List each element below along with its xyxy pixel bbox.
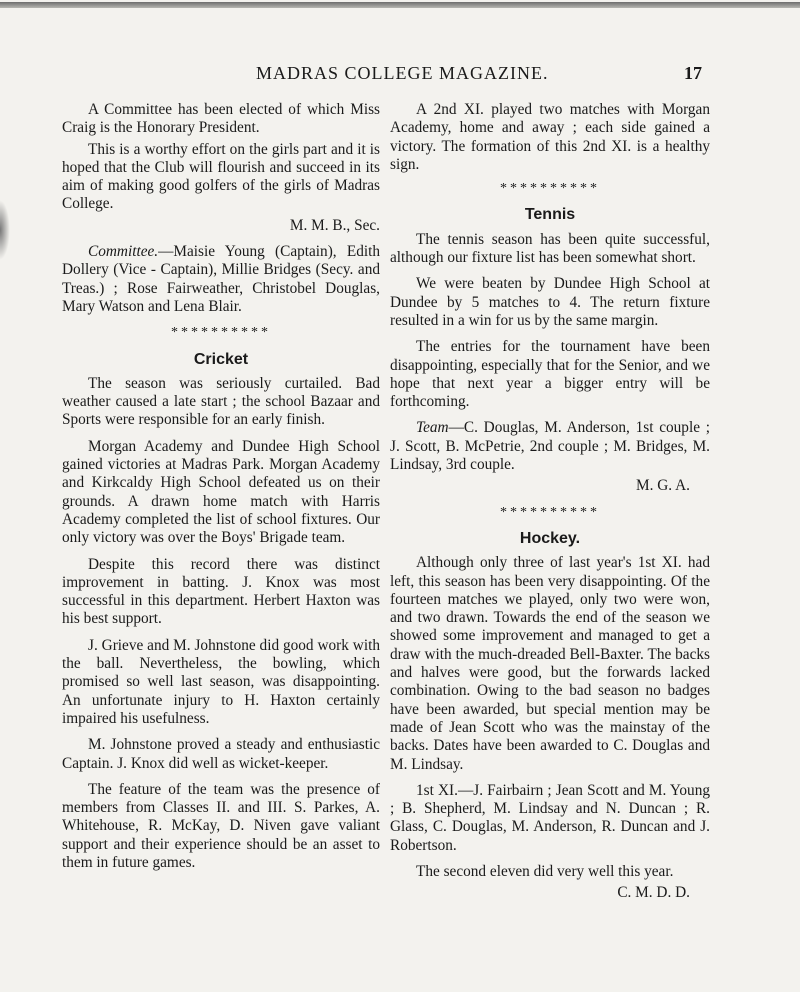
second-xi-paragraph: A 2nd XI. played two matches with Morgan Academy, home and away ; each side gained a victory. The formation of this 2nd XI. is a healthy sign. — [390, 101, 710, 173]
tennis-team-paragraph — [390, 419, 710, 474]
binding-shadow — [0, 200, 10, 260]
cricket-paragraph-3: Despite this record there was distinct improvement in batting. J. Knox was most successful in this department. Herbert Haxton was his best support. — [62, 555, 380, 628]
scan-top-edge — [0, 2, 800, 8]
team-lead: Team — [416, 419, 449, 437]
tennis-paragraph-2: We were beaten by Dundee High School at Dundee by 5 matches to 4. The return fixture resulted in a win for us by the same margin. — [390, 275, 710, 329]
hockey-paragraph-1: Although only three of last year's 1st XI. had left, this season has been very disappointing. Of the fourteen matches we played, only two were won, and two drawn. Towards the end of the season we showed some improvement and managed to get a draw with the much-dreaded Bell-Baxter. The backs and halves were good, but the forwards lacked combination. Owing to the bad season no badges have been awarded, but special mention may be made of Jean Scott who was the mainstay of the backs. Dates have been awarded to C. Douglas and M. Lindsay. — [390, 554, 710, 773]
running-head: MADRAS COLLEGE MAGAZINE. — [256, 63, 549, 83]
cricket-paragraph-4: J. Grieve and M. Johnstone did good work with the ball. Nevertheless, the bowling, which promised so well last season, was disappointing. An unfortunate injury to H. Haxton certainly impaired his usefulness. — [62, 636, 380, 727]
hockey-paragraph-3: The second eleven did very well this year. — [416, 862, 674, 880]
left-column — [62, 101, 380, 880]
cricket-paragraph-1: The season was seriously curtailed. Bad weather caused a late start ; the school Bazaar and Sports were responsible for an early finish. — [62, 374, 380, 429]
team-text: —C. Douglas, M. Anderson, 1st couple ; J. Scott, B. McPetrie, 2nd couple ; M. Bridges, M. Lindsay, 3rd couple. — [390, 419, 710, 474]
tennis-title: Tennis — [524, 206, 576, 224]
committee-lead: Committee. — [88, 243, 159, 261]
golf-signature: M. M. B., Sec. — [289, 216, 380, 234]
golf-paragraph-2: This is a worthy effort on the girls part and it is hoped that the Club will flourish and succeed in its aim of making good golfers of the girls of Madras College. — [62, 140, 380, 213]
page-number: 17 — [684, 63, 702, 83]
cricket-paragraph-5: M. Johnstone proved a steady and enthusiastic Captain. J. Knox did well as wicket-keeper. — [62, 736, 380, 772]
hockey-team-paragraph: 1st XI.—J. Fairbairn ; Jean Scott and M. Young ; B. Shepherd, M. Lindsay and N. Duncan ; R. Glass, C. Douglas, M. Anderson, R. Duncan and J. Robertson. — [390, 781, 710, 854]
tennis-signature: M. G. A. — [636, 477, 690, 495]
section-divider: ********** — [171, 325, 271, 341]
committee-text: —Maisie Young (Captain), Edith Dollery (Vice - Captain), Millie Bridges (Secy. and Treas.) ; Rose Fairweather, Christobel Douglas, Mary Watson and Lena Blair. — [62, 243, 380, 315]
cricket-title: Cricket — [193, 350, 249, 368]
section-divider: ********** — [500, 181, 600, 197]
hockey-signature: C. M. D. D. — [617, 884, 690, 902]
section-divider: ********** — [500, 504, 600, 520]
page-header — [0, 61, 800, 91]
cricket-paragraph-2: Morgan Academy and Dundee High School gained victories at Madras Park. Morgan Academy and Kirkcaldy High School defeated us on their grounds. A drawn home match with Harris Academy completed the list of school fixtures. Our only victory was over the Boys' Brigade team. — [62, 437, 380, 547]
tennis-paragraph-1: The tennis season has been quite successful, although our fixture list has been somewhat short. — [390, 230, 710, 267]
golf-paragraph-1: A Committee has been elected of which Miss Craig is the Honorary President. — [62, 101, 380, 137]
hockey-title: Hockey. — [519, 529, 581, 547]
right-column — [390, 101, 710, 911]
committee-paragraph — [62, 243, 380, 316]
cricket-paragraph-6: The feature of the team was the presence of members from Classes II. and III. S. Parkes, A. Whitehouse, R. McKay, D. Niven gave valiant support and their experience should be an asset to them in future games. — [62, 780, 380, 871]
tennis-paragraph-3: The entries for the tournament have been disappointing, especially that for the Senior, and we hope that next year a bigger entry will be forthcoming. — [390, 338, 710, 411]
